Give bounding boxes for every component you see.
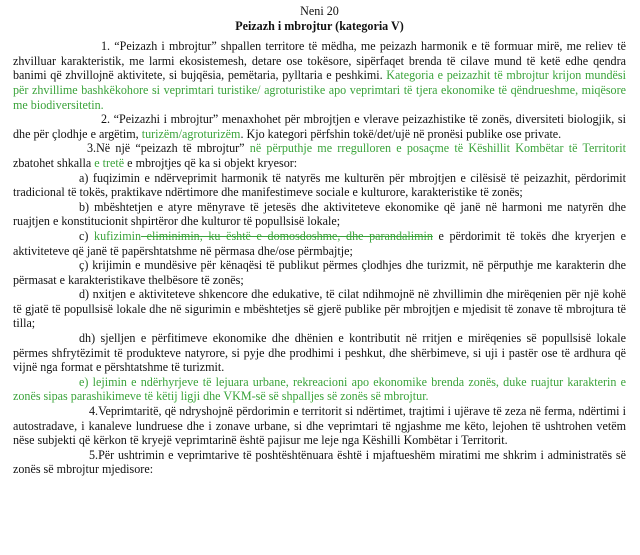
paragraph-5: 5.Për ushtrimin e veprimtarive të poshtështënuara është i mjaftueshëm miratimi me shkrim i administratës së zonës së mbrojtur mjedisore:: [13, 447, 626, 477]
amended-text: në përputhje me rregulloren e posaçme të Këshillit Kombëtar të Territorit: [249, 141, 626, 156]
list-item-c: c) kufizimin eliminimin, ku është e domosdoshme, dhe parandalimin e përdorimit të tokës dhe kryerjen e aktiviteteve që janë të papërshtatshme në përmasa dhe/ose përmbajtje;: [13, 228, 626, 258]
amended-text: kufizimin: [94, 228, 142, 243]
amended-text: lejimin e ndërhyrjeve të lejuara urbane, rekreacioni apo ekonomike brenda zonës, duke ruajtur karakterin e zonës sipas parashikimeve të këtij ligji dhe VKM-së së shpalljes së zonës së mbrojtur.: [13, 374, 626, 404]
list-item-cc: ç) krijimin e mundësive për kënaqësi të publikut përmes çlodhjes dhe turizmit, në përputhje me karakterin dhe përmasat e karakteristikave thelbësore të zonës;: [13, 258, 626, 287]
list-item-dh: dh) sjelljen e përfitimeve ekonomike dhe dhënien e kontributit në rritjen e mirëqenies së popullsisë lokale përmes shfrytëzimit të produkteve natyrore, si pyje dhe prodhimi i peshkut, dhe shërbimeve, si uji i pastër ose të ardhura që vijnë nga format e përshtatshme të turizmit.: [13, 331, 626, 375]
paragraph-3: 3.Në një “peizazh të mbrojtur” në përputhje me rregulloren e posaçme të Këshillit Kombëtar të Territorit zbatohet shkalla e tretë e mbrojtjes që ka si objekt kryesor:: [13, 141, 626, 170]
list-item-e: e) lejimin e ndërhyrjeve të lejuara urbane, rekreacioni apo ekonomike brenda zonës, duke ruajtur karakterin e zonës sipas parashikimeve të këtij ligji dhe VKM-së së shpalljes së zonës së mbrojtur.: [13, 374, 626, 404]
list-item-a: a) fuqizimin e ndërveprimit harmonik të natyrës me kulturën për mbrojtjen e cilësisë të peizazhit, përdorimit tradicional të tokës, praktikave ndërtimore dhe manifestimeve sociale e kulturore, karakteristike të zonës;: [13, 170, 626, 200]
paragraph-4: 4.Veprimtaritë, që ndryshojnë përdorimin e territorit si ndërtimet, trajtimi i ujërave të zeza në ferma, ndërtimi i autostradave, i kanaleve lundruese dhe i zonave urbane, si dhe veprimtari të ngjashme me këto, lejohen të ushtrohen vetëm nëse subjekti që kërkon të kryejë veprimtarinë është pajisur me leje nga Këshilli Kombëtar i Territorit.: [13, 404, 626, 448]
article-number: Neni 20: [300, 4, 339, 18]
deleted-text: eliminimin, ku është e domosdoshme, dhe parandalimin: [141, 228, 433, 243]
amended-text: turizëm/agroturizëm: [141, 126, 241, 141]
amended-text: e tretë: [94, 155, 125, 170]
list-item-b: b) mbështetjen e atyre mënyrave të jetesës dhe aktiviteteve ekonomike që janë në harmoni me natyrën dhe ruajtjen e konstitucionit shpirtëror dhe kulturor të popullsisë lokale;: [13, 199, 626, 229]
article-title: Peizazh i mbrojtur (kategoria V): [235, 18, 404, 33]
paragraph-2: 2. “Peizazhi i mbrojtur” menaxhohet për mbrojtjen e vlerave peizazhistike të zonës, diversiteti biologjik, si dhe për çlodhje e argëtim, turizëm/agroturizëm. Kjo kategori përfshin tokë/det/ujë në pronësi publike ose private.: [13, 112, 626, 141]
list-item-d: d) nxitjen e aktiviteteve shkencore dhe edukative, të cilat ndihmojnë në zhvillimin dhe mirëqenien për një kohë të gjatë të popullsisë lokale dhe në sigurimin e mbështetjes së gjerë publike për mbrojtjen e mjedisit të zonave të mbrojtura të tilla;: [13, 287, 626, 331]
amended-text: Kategoria e peizazhit të mbrojtur krijon mundësi për zhvillime bashkëkohore si veprimtari turistike/ agroturistike apo veprimtari të tjera ekonomike të qëndrueshme, miqësore me biodiversitetin.: [13, 68, 626, 112]
paragraph-1: 1. “Peizazh i mbrojtur” shpallen territore të mëdha, me peizazh harmonik e të formuar mirë, me reliev të zhvilluar karakteristik, me larmi ekosistemesh, detare ose tokësore, sipërfaqet brenda të cilave mund të ketë edhe qendra banimi që zhvillojnë aktivitete, si bujqësia, pemëtaria, pylltaria e peshkimi. Kategoria e peizazhit të mbrojtur krijon mundësi për zhvillime bashkëkohore si veprimtari turistike/ agroturistike apo veprimtari të tjera ekonomike të qëndrueshme, miqësore me biodiversitetin.: [13, 39, 626, 112]
